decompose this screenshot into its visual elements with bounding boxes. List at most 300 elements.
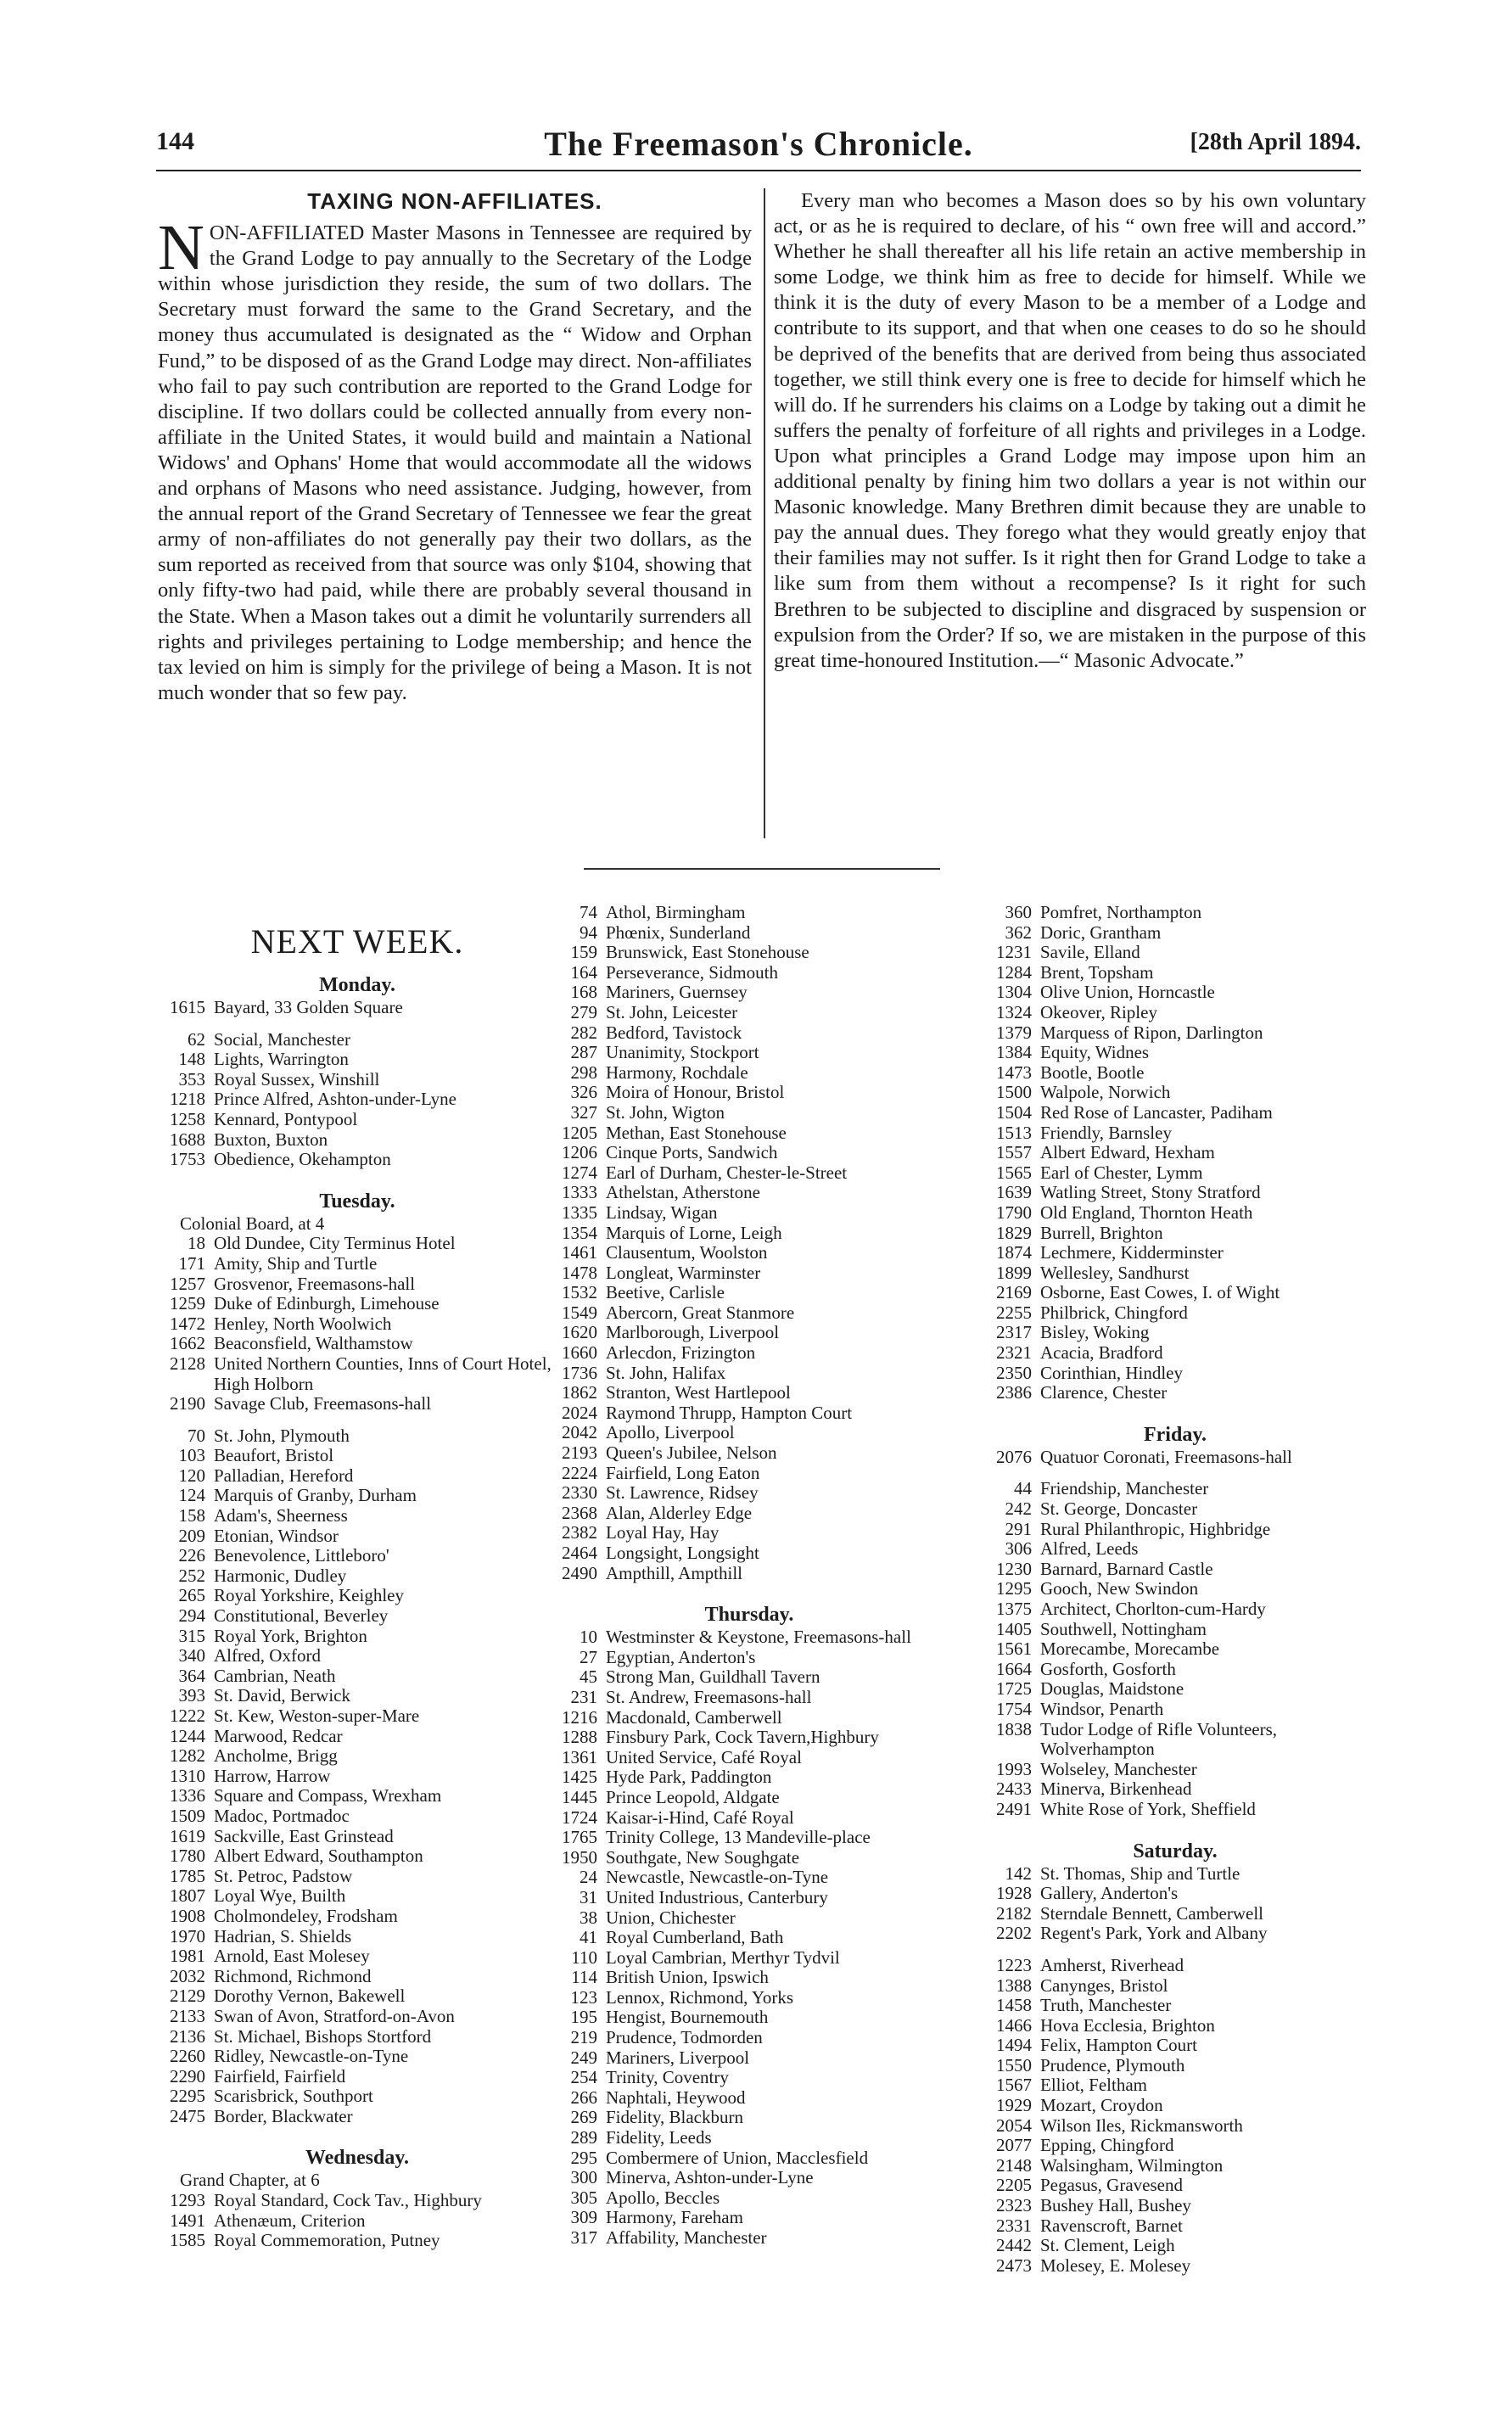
- lodge-name: Beaconsfield, Walthamstow: [214, 1333, 413, 1354]
- lodge-number: 291: [1005, 1518, 1032, 1539]
- lodge-name: St. John, Wigton: [606, 1101, 725, 1123]
- lodge-name: Walsingham, Wilmington: [1040, 2154, 1224, 2176]
- lodge-name: Kaisar-i-Hind, Café Royal: [606, 1806, 794, 1828]
- lodge-name: Adam's, Sheerness: [214, 1505, 348, 1526]
- lodge-name: Royal Commemoration, Putney: [214, 2230, 440, 2251]
- lodge-number: 279: [570, 1001, 597, 1022]
- lodge-entry: [158, 1767, 557, 1787]
- lodge-number: 2054: [996, 2115, 1032, 2136]
- lodge-entry: [550, 2108, 949, 2128]
- lodge-name: Phœnix, Sunderland: [606, 921, 751, 943]
- lodge-entry: [984, 1956, 1366, 1976]
- lodge-entry: [550, 1443, 949, 1464]
- lodge-number: 249: [570, 2047, 597, 2068]
- lodge-number: 1561: [996, 1638, 1032, 1660]
- article-taxing-non-affiliates: [158, 188, 752, 706]
- lodge-name: St. John, Plymouth: [214, 1425, 350, 1446]
- lodge-number: 2205: [996, 2175, 1032, 2196]
- lodge-number: 1838: [996, 1718, 1032, 1739]
- lodge-entry: [984, 1720, 1366, 1760]
- lodge-entry: [158, 1110, 557, 1130]
- lodge-entry: [550, 1003, 949, 1023]
- day-heading: Wednesday.: [305, 2147, 410, 2170]
- lodge-entry: [984, 1760, 1366, 1780]
- lodge-number: 353: [178, 1068, 205, 1089]
- lodge-name: Ravenscroft, Barnet: [1040, 2215, 1183, 2236]
- lodge-name: Hyde Park, Paddington: [606, 1767, 772, 1788]
- lodge-number: 1257: [170, 1273, 205, 1294]
- lodge-number: 1274: [562, 1162, 597, 1183]
- lodge-name: Windsor, Penarth: [1040, 1698, 1164, 1719]
- lodge-number: 45: [580, 1666, 597, 1688]
- lodge-number: 1405: [996, 1618, 1032, 1639]
- lodge-entry: [158, 1746, 557, 1767]
- lodge-entry: [550, 1888, 949, 1908]
- lodge-number: 2321: [996, 1342, 1032, 1364]
- lodge-number: 2224: [562, 1462, 597, 1483]
- lodge-entry: [158, 1646, 557, 1666]
- lodge-entry: [984, 1183, 1366, 1203]
- lodge-number: 168: [570, 982, 597, 1003]
- lodge-entry: [158, 1130, 557, 1151]
- lodge-name: Beetive, Carlisle: [606, 1282, 725, 1303]
- lodge-entry: [550, 943, 949, 963]
- lodge-entry: [984, 1163, 1366, 1184]
- lodge-number: 2475: [170, 2105, 205, 2126]
- lodge-name: Pegasus, Gravesend: [1040, 2175, 1183, 2196]
- lodge-name: Lechmere, Kidderminster: [1040, 1242, 1224, 1263]
- lodge-entry: [158, 1446, 557, 1466]
- lodge-number: 309: [570, 2207, 597, 2228]
- lodge-entry: [550, 1928, 949, 1948]
- lodge-entry: [550, 1203, 949, 1224]
- lodge-number: 1258: [170, 1108, 205, 1129]
- lodge-number: 2491: [996, 1798, 1032, 1819]
- lodge-entry: [984, 1023, 1366, 1044]
- lodge-number: 1504: [996, 1101, 1032, 1123]
- lodge-entry: [550, 923, 949, 944]
- lodge-name: Mozart, Croydon: [1040, 2095, 1163, 2116]
- lodge-number: 1908: [170, 1905, 205, 1926]
- list-spacer: [158, 1018, 557, 1030]
- lodge-entry: [550, 1323, 949, 1343]
- lodge-name: Royal Yorkshire, Keighley: [214, 1585, 404, 1606]
- lodge-entry: [550, 1423, 949, 1443]
- lodge-number: 364: [178, 1665, 205, 1686]
- lodge-number: 1780: [170, 1846, 205, 1867]
- lodge-entry: [158, 1070, 557, 1090]
- lodge-name: Richmond, Richmond: [214, 1965, 372, 1986]
- lodge-name: Clausentum, Woolston: [606, 1242, 768, 1263]
- lodge-name: Social, Manchester: [214, 1028, 350, 1050]
- lodge-entry: [984, 1679, 1366, 1700]
- lodge-name: Affability, Manchester: [606, 2227, 767, 2248]
- lodge-number: 2133: [170, 2005, 205, 2026]
- lodge-name: Swan of Avon, Stratford-on-Avon: [214, 2005, 455, 2026]
- lodge-entry: [984, 1996, 1366, 2016]
- lodge-name: Philbrick, Chingford: [1040, 1302, 1188, 1323]
- lodge-entry: [550, 1828, 949, 1848]
- lodge-entry: [984, 1700, 1366, 1720]
- lodge-entry: [984, 1499, 1366, 1520]
- drop-cap: N: [158, 212, 204, 284]
- lodge-number: 360: [1005, 902, 1032, 922]
- lodge-number: 44: [1014, 1478, 1032, 1499]
- lodge-name: Mariners, Liverpool: [606, 2047, 750, 2068]
- lodge-entry: [550, 1383, 949, 1403]
- lodge-number: 1282: [170, 1745, 205, 1767]
- lodge-name: Prudence, Plymouth: [1040, 2054, 1185, 2075]
- lodge-number: 2148: [996, 2154, 1032, 2176]
- lodge-name: Gosforth, Gosforth: [1040, 1658, 1176, 1679]
- lodge-entry: [550, 1648, 949, 1668]
- lodge-entry: [550, 1808, 949, 1829]
- lodge-name: Queen's Jubilee, Nelson: [606, 1442, 777, 1464]
- lodge-name: Wilson Iles, Rickmansworth: [1040, 2115, 1243, 2136]
- lodge-number: 2182: [996, 1902, 1032, 1924]
- lodge-name: Cambrian, Neath: [214, 1665, 336, 1686]
- lodge-entry: [984, 1539, 1366, 1560]
- lodge-entry: [984, 1884, 1366, 1904]
- lodge-name: Regent's Park, York and Albany: [1040, 1923, 1268, 1944]
- lodge-number: 2330: [562, 1482, 597, 1504]
- lodge-entry: [158, 1354, 557, 1394]
- lodge-number: 1790: [996, 1201, 1032, 1223]
- lodge-name: Newcastle, Newcastle-on-Tyne: [606, 1867, 829, 1888]
- lodge-entry: [984, 2196, 1366, 2216]
- lodge-name: St. Andrew, Freemasons-hall: [606, 1686, 812, 1707]
- lodge-name: Grosvenor, Freemasons-hall: [214, 1273, 416, 1294]
- lodge-name: Old England, Thornton Heath: [1040, 1201, 1253, 1223]
- lodge-entry: [984, 1323, 1366, 1343]
- lodge-number: 305: [570, 2187, 597, 2208]
- lodge-number: 2260: [170, 2046, 205, 2067]
- lodge-entry: [158, 1606, 557, 1627]
- lodge-entry: [984, 2016, 1366, 2036]
- lodge-entry: [550, 1343, 949, 1364]
- lodge-entry: [550, 1224, 949, 1244]
- lodge-number: 123: [570, 1986, 597, 2008]
- lodge-entry: [550, 1043, 949, 1063]
- lodge-name: Albert Edward, Southampton: [214, 1846, 423, 1867]
- lodge-entry: [984, 1660, 1366, 1680]
- lodge-name: Tudor Lodge of Rifle Volunteers, Wolverhampton: [1040, 1718, 1278, 1760]
- lodge-number: 2442: [996, 2235, 1032, 2256]
- lodge-name: Lindsay, Wigan: [606, 1201, 718, 1223]
- lodge-name: Harmony, Rochdale: [606, 1061, 748, 1083]
- lodge-number: 2032: [170, 1965, 205, 1986]
- lodge-number: 2193: [562, 1442, 597, 1464]
- lodge-entry: [158, 1827, 557, 1847]
- lodge-name: St. Clement, Leigh: [1040, 2235, 1175, 2256]
- lodge-entry: [550, 983, 949, 1003]
- lodge-name: Burrell, Brighton: [1040, 1222, 1163, 1243]
- lodge-name: Arlecdon, Frizington: [606, 1342, 756, 1364]
- lodge-entry: [158, 1546, 557, 1566]
- lodge-name: Amherst, Riverhead: [1040, 1954, 1184, 1975]
- lodge-number: 1615: [170, 997, 205, 1017]
- lodge-name: Fairfield, Fairfield: [214, 2065, 346, 2087]
- lodge-entry: [984, 1103, 1366, 1123]
- lodge-number: 1753: [170, 1149, 205, 1170]
- lodge-name: Epping, Chingford: [1040, 2135, 1174, 2156]
- lodge-number: 158: [178, 1505, 205, 1526]
- next-week-title: NEXT WEEK.: [250, 922, 464, 961]
- lodge-number: 1216: [562, 1706, 597, 1728]
- lodge-number: 1993: [996, 1758, 1032, 1779]
- lodge-name: United Industrious, Canterbury: [606, 1886, 828, 1907]
- lodge-name: Henley, North Woolwich: [214, 1313, 392, 1334]
- lodge-entry: [550, 1143, 949, 1163]
- lodge-name: Square and Compass, Wrexham: [214, 1785, 442, 1806]
- lodge-number: 2136: [170, 2025, 205, 2047]
- lodge-number: 1565: [996, 1162, 1032, 1183]
- day-heading: Monday.: [318, 974, 396, 996]
- lodge-entry: [984, 1243, 1366, 1263]
- lodge-name: Apollo, Beccles: [606, 2187, 720, 2208]
- lodge-number: 1384: [996, 1042, 1032, 1063]
- lodge-entry: [158, 2007, 557, 2027]
- day-heading: Tuesday.: [319, 1190, 395, 1213]
- lodge-number: 1324: [996, 1001, 1032, 1022]
- lodge-name: Loyal Hay, Hay: [606, 1522, 720, 1543]
- lodge-entry: [984, 2236, 1366, 2256]
- lodge-entry: [550, 1667, 949, 1688]
- lodge-number: 1950: [562, 1846, 597, 1868]
- lodge-number: 1550: [996, 2054, 1032, 2075]
- lodge-number: 287: [570, 1042, 597, 1063]
- lodge-number: 2323: [996, 2195, 1032, 2216]
- lodge-number: 265: [178, 1585, 205, 1606]
- lodge-name: Perseverance, Sidmouth: [606, 961, 778, 983]
- lodge-number: 315: [178, 1625, 205, 1646]
- lodge-name: Royal Sussex, Winshill: [214, 1068, 380, 1089]
- lodge-name: Alan, Alderley Edge: [606, 1502, 753, 1523]
- lodge-name: Amity, Ship and Turtle: [214, 1252, 378, 1274]
- lodge-number: 1379: [996, 1022, 1032, 1043]
- lodge-number: 41: [580, 1927, 597, 1948]
- lodge-name: Prince Alfred, Ashton-under-Lyne: [214, 1089, 456, 1110]
- lodge-number: 1295: [996, 1578, 1032, 1599]
- lodge-name: Okeover, Ripley: [1040, 1001, 1157, 1022]
- lodge-name: Friendly, Barnsley: [1040, 1122, 1172, 1143]
- lodge-name: Harmonic, Dudley: [214, 1565, 347, 1586]
- lodge-entry: [550, 1908, 949, 1929]
- lodge-name: United Service, Café Royal: [606, 1746, 802, 1767]
- lodge-name: Macdonald, Camberwell: [606, 1706, 782, 1728]
- lodge-number: 1807: [170, 1885, 205, 1907]
- lodge-number: 1862: [562, 1382, 597, 1403]
- lodge-entry: [158, 1426, 557, 1447]
- lodge-name: Earl of Durham, Chester-le-Street: [606, 1162, 848, 1183]
- lodge-number: 226: [178, 1545, 205, 1566]
- list-spacer: [984, 1944, 1366, 1956]
- lodge-entry: [158, 2231, 557, 2251]
- lodge-number: 1205: [562, 1122, 597, 1143]
- lodge-number: 2473: [996, 2255, 1032, 2276]
- lodge-name: Athol, Birmingham: [606, 902, 746, 922]
- lodge-entry: [984, 1779, 1366, 1800]
- lodge-number: 1664: [996, 1658, 1032, 1679]
- lodge-number: 1970: [170, 1925, 205, 1946]
- lodge-entry: [158, 1254, 557, 1274]
- lodge-name: Kennard, Pontypool: [214, 1108, 358, 1129]
- lodge-name: Hadrian, S. Shields: [214, 1925, 352, 1946]
- lodge-entry: [550, 1688, 949, 1708]
- lodge-number: 164: [570, 961, 597, 983]
- lodge-entry: [158, 1666, 557, 1687]
- lodge-number: 2490: [562, 1562, 597, 1583]
- lodge-number: 1466: [996, 2014, 1032, 2036]
- lodge-number: 1222: [170, 1706, 205, 1726]
- lodge-name: Bootle, Bootle: [1040, 1061, 1145, 1083]
- lodge-name: Athenæum, Criterion: [214, 2210, 366, 2231]
- lodge-name: Arnold, East Molesey: [214, 1946, 370, 1967]
- day-heading: Friday.: [1143, 1423, 1207, 1446]
- lodge-entry: [550, 1023, 949, 1044]
- lodge-number: 2190: [170, 1393, 205, 1414]
- lodge-number: 2042: [562, 1422, 597, 1443]
- lodge-number: 94: [580, 921, 597, 943]
- lodge-entry: [984, 1343, 1366, 1364]
- lodge-entry: [984, 1063, 1366, 1084]
- lodge-number: 2464: [562, 1543, 597, 1563]
- lodge-name: Truth, Manchester: [1040, 1995, 1172, 2016]
- lodge-entry: [984, 1976, 1366, 1997]
- lodge-name: Fairfield, Long Eaton: [606, 1462, 760, 1483]
- article-paragraph: ON-AFFILIATED Master Masons in Tennessee are required by the Grand Lodge to pay annually to the Secretary of the Lodge within whose jurisdiction they reside, the sum of two dollars. The Secretary must forward the same to the Grand Secretary, and the money thus accumulated is designated as the “ Widow and Orphan Fund,” to be disposed of as the Grand Lodge may direct. Non-affiliates who fail to pay such contribution are reported to the Grand Lodge for discipline. If two dollars could be collected annually from every non-affiliate in the United States, it would build and maintain a National Widows' and Ophans' Home that would accommodate all the widows and orphans of Masons who need assistance. Judging, however, from the annual report of the Grand Secretary of Tennessee we fear the great army of non-affiliates do not generally pay their two dollars, as the sum reported as received from that source was only $104, showing that only fifty-two had paid, while there are probably several thousand in the State. When a Mason takes out a dimit he voluntarily surrenders all rights and privileges pertaining to Lodge membership; and hence the tax levied on him is simply for the privilege of being a Mason. It is not much wonder that so few pay.: [158, 221, 752, 704]
- lodge-number: 1549: [562, 1302, 597, 1323]
- lodge-number: 1725: [996, 1678, 1032, 1700]
- lodge-entry: [984, 1599, 1366, 1620]
- lodge-entry: [984, 1448, 1366, 1468]
- lodge-name: Duke of Edinburgh, Limehouse: [214, 1293, 440, 1314]
- lodge-number: 1491: [170, 2210, 205, 2231]
- lodge-name: St. John, Leicester: [606, 1001, 738, 1022]
- lodge-number: 1293: [170, 2190, 205, 2211]
- lodge-entry: [158, 1946, 557, 1967]
- lodge-name: White Rose of York, Sheffield: [1040, 1798, 1256, 1819]
- lodge-entry: [158, 1030, 557, 1050]
- lodge-entry: [550, 1564, 949, 1584]
- lodge-name: Bedford, Tavistock: [606, 1022, 742, 1043]
- lodge-name: Hengist, Bournemouth: [606, 2007, 769, 2028]
- article-paragraph-right: Every man who becomes a Mason does so by his own voluntary act, or as he is required to declare, of his “ own free will and accord.” Whether he shall thereafter all his life retain an active membership in some Lodge, we think him as free to decide for himself. While we think it is the duty of every Mason to be a member of a Lodge and contribute to its support, and that when one ceases to do so he should be deprived of the benefits that are derived from being thus associated together, we still think every one is free to decide for himself which he will do. If he surrenders his claims on a Lodge by taking out a dimit he suffers the penalty of forfeiture of all rights and privileges in a Lodge. Upon what principles a Grand Lodge may impose upon him an additional penalty by fining him two dollars a year is not within our Masonic knowledge. Many Brethren dimit because they are unable to pay the annual dues. They forego what they would greatly enjoy that their families may not suffer. Is it right then for Grand Lodge to take a like sum from them without a recompense? Is it right for such Brethren to be subjected to discipline and disgraced by suspension or expulsion from the Order? If so, we are mistaken in the purpose of this great time-honoured Institution.—“ Masonic Advocate.”: [774, 189, 1366, 672]
- lodge-entry: [158, 1150, 557, 1170]
- lodge-name: Finsbury Park, Cock Tavern,Highbury: [606, 1727, 879, 1748]
- lodge-number: 2433: [996, 1778, 1032, 1800]
- lodge-name: Olive Union, Horncastle: [1040, 982, 1215, 1003]
- lodge-number: 1231: [996, 942, 1032, 963]
- lodge-entry: [984, 2256, 1366, 2277]
- lodge-entry: [550, 1303, 949, 1324]
- lodge-number: 2202: [996, 1923, 1032, 1944]
- lodge-name: Old Dundee, City Terminus Hotel: [214, 1233, 456, 1254]
- lodge-name: Corinthian, Hindley: [1040, 1362, 1183, 1383]
- lodge-entry: [550, 1868, 949, 1888]
- lodge-name: Prince Leopold, Aldgate: [606, 1786, 780, 1807]
- lodge-name: Union, Chichester: [606, 1907, 736, 1928]
- lodge-number: 1500: [996, 1082, 1032, 1103]
- lodge-name: Wolseley, Manchester: [1040, 1758, 1197, 1779]
- lodge-name: Alfred, Leeds: [1040, 1538, 1139, 1560]
- lodge-entry: [550, 1403, 949, 1424]
- lodge-name: Hova Ecclesia, Brighton: [1040, 2014, 1215, 2036]
- lodge-name: Minerva, Ashton-under-Lyne: [606, 2167, 814, 2188]
- lodge-name: Ancholme, Brigg: [214, 1745, 338, 1767]
- lodge-number: 1829: [996, 1222, 1032, 1243]
- lodge-name: Douglas, Maidstone: [1040, 1678, 1184, 1700]
- lodge-entry: [158, 998, 557, 1018]
- column-divider: [764, 188, 765, 838]
- lodge-entry: [550, 1063, 949, 1084]
- lodge-number: 2331: [996, 2215, 1032, 2236]
- lodge-entry: [550, 2228, 949, 2249]
- lodge-entry: [158, 1986, 557, 2007]
- lodge-number: 2317: [996, 1322, 1032, 1343]
- lodge-entry: [984, 1263, 1366, 1284]
- lodge-number: 1585: [170, 2230, 205, 2251]
- lodge-name: Mariners, Guernsey: [606, 982, 748, 1003]
- lodge-number: 1557: [996, 1142, 1032, 1163]
- lodge-number: 2290: [170, 2065, 205, 2087]
- lodge-name: Loyal Cambrian, Merthyr Tydvil: [606, 1946, 840, 1968]
- lodge-number: 1458: [996, 1995, 1032, 2016]
- lodge-entry: [984, 1864, 1366, 1885]
- lodge-number: 159: [570, 942, 597, 963]
- lodge-name: Unanimity, Stockport: [606, 1042, 759, 1063]
- lodge-number: 2368: [562, 1502, 597, 1523]
- lodge-number: 1928: [996, 1883, 1032, 1904]
- lodge-name: Dorothy Vernon, Bakewell: [214, 1986, 406, 2007]
- lodge-entry: [984, 1303, 1366, 1324]
- lodge-entry: [158, 1566, 557, 1587]
- page-number: 144: [156, 127, 194, 155]
- lodge-entry: [158, 1294, 557, 1314]
- lodge-entry: [984, 1203, 1366, 1224]
- lodge-name: St. David, Berwick: [214, 1685, 350, 1706]
- lodge-number: 2350: [996, 1362, 1032, 1383]
- lodge-number: 1639: [996, 1182, 1032, 1203]
- lodge-entry: [984, 2036, 1366, 2056]
- lodge-number: 282: [570, 1022, 597, 1043]
- lodge-name: Felix, Hampton Court: [1040, 2035, 1197, 2056]
- lodge-number: 10: [580, 1627, 597, 1648]
- lodge-name: Osborne, East Cowes, I. of Wight: [1040, 1282, 1280, 1303]
- lodge-number: 1361: [562, 1746, 597, 1767]
- lodge-name: Watling Street, Stony Stratford: [1040, 1182, 1261, 1203]
- lodge-name: Friendship, Manchester: [1040, 1478, 1209, 1499]
- lodge-name: Athelstan, Atherstone: [606, 1182, 760, 1203]
- lodge-entry: [550, 1083, 949, 1103]
- lodge-number: 1620: [562, 1322, 597, 1343]
- lodge-number: 1333: [562, 1182, 597, 1203]
- lodge-name: Border, Blackwater: [214, 2105, 353, 2126]
- lodge-entry: [158, 2047, 557, 2067]
- lodge-entry: [984, 1083, 1366, 1103]
- lodge-number: 231: [570, 1686, 597, 1707]
- lodge-name: Bayard, 33 Golden Square: [214, 997, 403, 1017]
- lodge-number: 1375: [996, 1599, 1032, 1619]
- lodge-entry: [984, 2116, 1366, 2137]
- lodge-number: 1336: [170, 1785, 205, 1806]
- lodge-entry: [984, 2075, 1366, 2096]
- lodge-name: Clarence, Chester: [1040, 1382, 1168, 1403]
- lodge-number: 103: [178, 1445, 205, 1466]
- lodge-name: Constitutional, Beverley: [214, 1605, 389, 1627]
- lodge-number: 327: [570, 1101, 597, 1123]
- lodge-entry: [158, 1334, 557, 1354]
